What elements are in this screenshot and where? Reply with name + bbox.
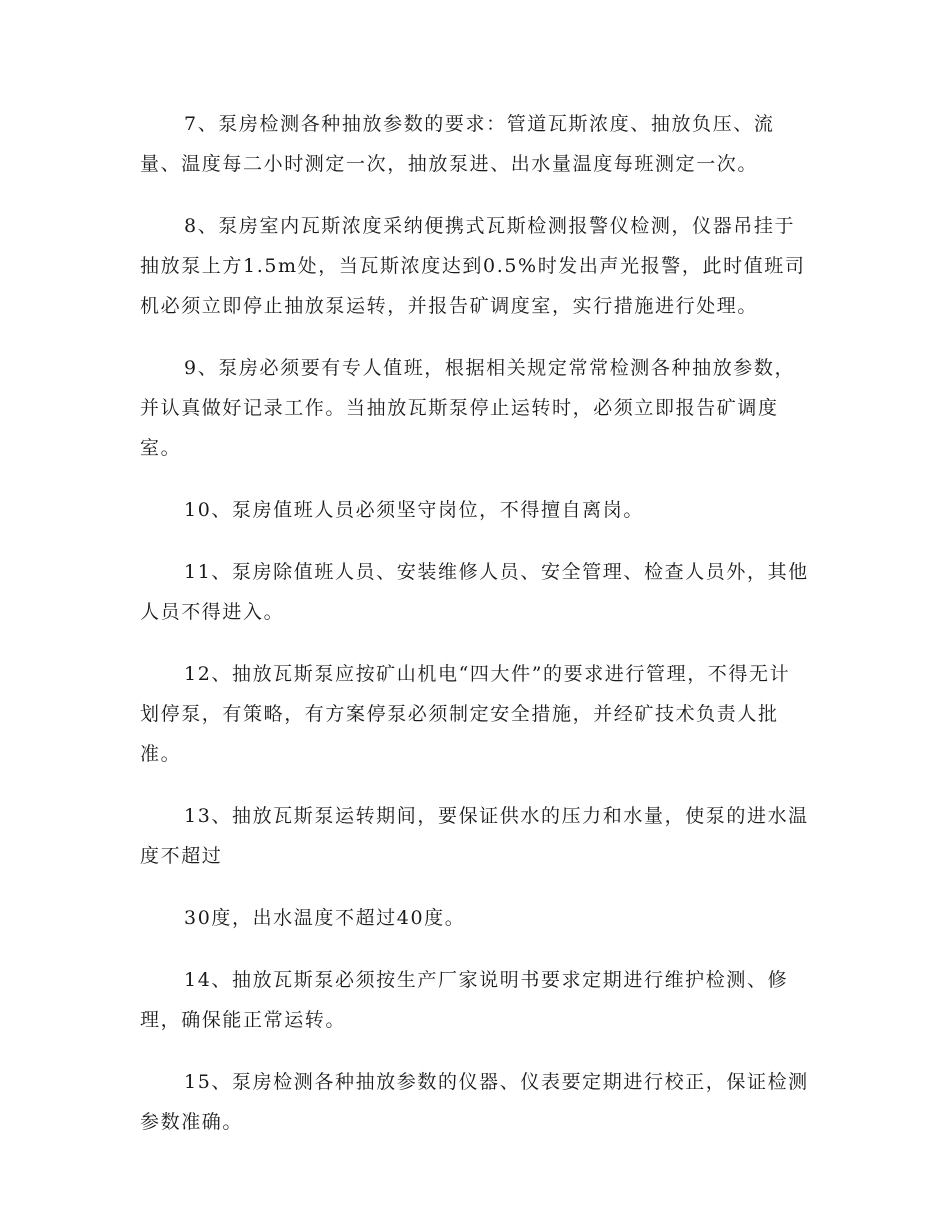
paragraph-12: 12、抽放瓦斯泵应按矿山机电“四大件”的要求进行管理，不得无计划停泵，有策略，有方案停泵必须制定安全措施，并经矿技术负责人批准。	[140, 663, 791, 765]
paragraph-8: 8、泵房室内瓦斯浓度采纳便携式瓦斯检测报警仪检测，仪器吊挂于抽放泵上方1.5m处，当瓦斯浓度达到0.5%时发出声光报警，此时值班司机必须立即停止抽放泵运转，并报告矿调度室，实行措施进行处理。	[140, 215, 806, 317]
paragraph-7: 7、泵房检测各种抽放参数的要求：管道瓦斯浓度、抽放负压、流量、温度每二小时测定一次，抽放泵进、出水量温度每班测定一次。	[140, 113, 775, 175]
paragraph-15: 15、泵房检测各种抽放参数的仪器、仪表要定期进行校正，保证检测参数准确。	[140, 1071, 809, 1133]
paragraph-10: 10、泵房值班人员必须坚守岗位，不得擅自离岗。	[184, 499, 644, 521]
paragraph-11: 11、泵房除值班人员、安装维修人员、安全管理、检查人员外，其他人员不得进入。	[140, 561, 809, 623]
paragraph-9: 9、泵房必须要有专人值班，根据相关规定常常检测各种抽放参数，并认真做好记录工作。当抽放瓦斯泵停止运转时，必须立即报告矿调度室。	[140, 357, 796, 459]
paragraph-14: 14、抽放瓦斯泵必须按生产厂家说明书要求定期进行维护检测、修理，确保能正常运转。	[140, 969, 789, 1031]
paragraph-13: 13、抽放瓦斯泵运转期间，要保证供水的压力和水量，使泵的进水温度不超过	[140, 805, 809, 867]
paragraph-13-continuation: 30度，出水温度不超过40度。	[184, 907, 466, 929]
document-body	[140, 104, 810, 1164]
